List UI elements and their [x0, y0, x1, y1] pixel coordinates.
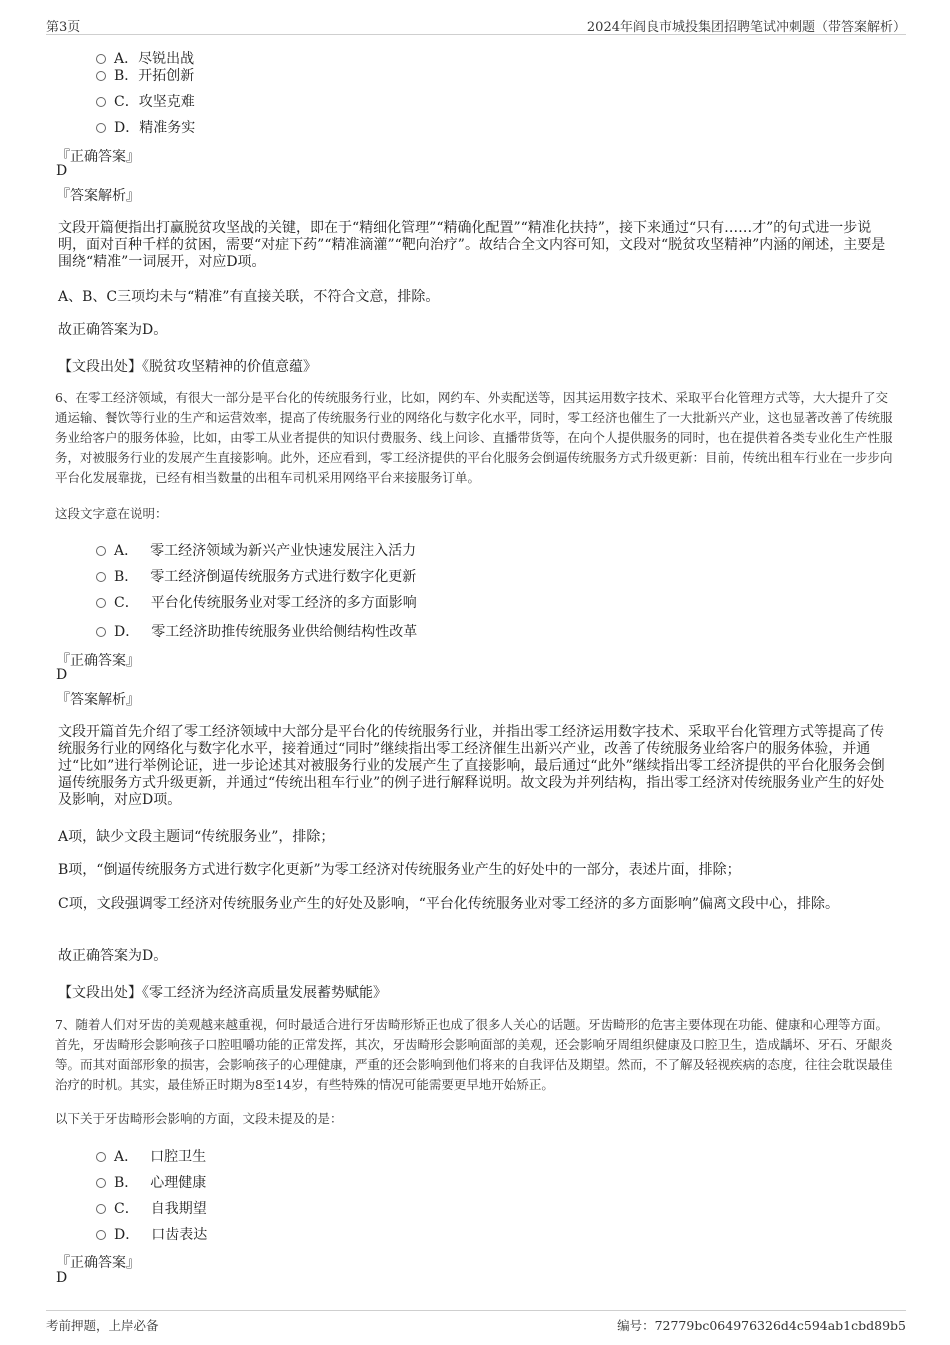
radio-icon[interactable]	[96, 1178, 106, 1188]
q7-option-a[interactable]: A． 口腔卫生	[96, 1146, 206, 1166]
q5-answer: D	[56, 163, 68, 179]
radio-icon[interactable]	[96, 546, 106, 556]
q6-question: 6、在零工经济领域，有很大一部分是平台化的传统服务行业，比如，网约车、外卖配送等，因其运用数字技术、采取平台化管理方式等，大大提升了交通运输、餐饮等行业的生产和运营效率，提高了传统服务行业的网络化与数字化水平，同时，零工经济也催生了一大批新兴产业，这也显著改善了传统服务业给客户的服务体验，比如，由零工从业者提供的知识付费服务、线上问诊、直播带货等，在向个人提供服务的同时，也在提供着各类专业化生产性服务，对被服务行业的发展产生直接影响。此外，还应看到，零工经济提供的平台化服务会倒逼传统服务方式升级更新：目前，传统出租车行业在一步步向平台化发展靠拢，已经有相当数量的出租车司机采用网络平台来接服务订单。	[55, 390, 893, 485]
q6-analysis-paragraph: 文段开篇首先介绍了零工经济领域中大部分是平台化的传统服务行业，并指出零工经济运用数字技术、采取平台化管理方式等提高了传统服务行业的网络化与数字化水平，接着通过“同时”继续指出零工经济催生出新兴产业，改善了传统服务业给客户的服务体验，并通过“比如”进行举例论证，进一步论述其对被服务行业的发展产生了直接影响，最后通过“此外”继续指出零工经济提供的平台化服务会倒逼传统服务方式升级更新，并通过“传统出租车行业”的例子进行解释说明。故文段为并列结构，指出零工经济对传统服务业产生的好处及影响，对应D项。	[58, 724, 885, 808]
radio-icon[interactable]	[96, 598, 106, 608]
q6-option-c[interactable]: C． 平台化传统服务业对零工经济的多方面影响	[96, 592, 417, 612]
q6-analysis-paragraph: A项，缺少文段主题词“传统服务业”，排除；	[58, 829, 335, 845]
radio-icon[interactable]	[96, 71, 106, 81]
radio-icon[interactable]	[96, 1152, 106, 1162]
radio-icon[interactable]	[96, 1230, 106, 1240]
q5-option-c[interactable]: C．攻坚克难	[96, 91, 195, 111]
q6-analysis-paragraph: C项，文段强调零工经济对传统服务业产生的好处及影响，“平台化传统服务业对零工经济的多方面影响”偏离文段中心，排除。	[58, 896, 840, 912]
page-header	[46, 14, 906, 35]
q5-answer-label: 『正确答案』	[56, 149, 140, 165]
document-id: 编号：72779bc064976326d4c594ab1cbd89b5	[617, 1318, 906, 1333]
q7-option-d[interactable]: D． 口齿表达	[96, 1224, 207, 1244]
q7-option-b[interactable]: B． 心理健康	[96, 1172, 206, 1192]
q5-analysis-paragraph: 文段开篇便指出打赢脱贫攻坚战的关键，即在于“精细化管理”“精确化配置”“精准化扶持”，接下来通过“只有……才”的句式进一步说明，面对百种千样的贫困，需要“对症下药”“精准滴灌”“靶向治疗”。故结合全文内容可知，文段对“脱贫攻坚精神”内涵的阐述，主要是围绕“精准”一词展开，对应D项。	[58, 220, 886, 270]
radio-icon[interactable]	[96, 1204, 106, 1214]
q5-source: 【文段出处】《脱贫攻坚精神的价值意蕴》	[58, 359, 317, 375]
q7-answer: D	[56, 1270, 68, 1286]
q6-source: 【文段出处】《零工经济为经济高质量发展蓄势赋能》	[58, 985, 387, 1001]
q7-prompt: 以下关于牙齿畸形会影响的方面，文段未提及的是：	[55, 1111, 343, 1126]
radio-icon[interactable]	[96, 54, 106, 64]
q6-option-a[interactable]: A． 零工经济领域为新兴产业快速发展注入活力	[96, 540, 416, 560]
q6-option-d[interactable]: D． 零工经济助推传统服务业供给侧结构性改革	[96, 621, 417, 641]
page-number: 第3页	[46, 20, 81, 35]
q6-prompt: 这段文字意在说明：	[55, 506, 168, 521]
q7-answer-label: 『正确答案』	[56, 1255, 140, 1271]
q6-analysis-paragraph: B项，“倒逼传统服务方式进行数字化更新”为零工经济对传统服务业产生的好处中的一部分，表述片面，排除；	[58, 862, 741, 878]
q6-answer-label: 『正确答案』	[56, 653, 140, 669]
q5-option-a[interactable]: A．尽锐出战	[96, 48, 194, 68]
radio-icon[interactable]	[96, 123, 106, 133]
q6-option-b[interactable]: B． 零工经济倒逼传统服务方式进行数字化更新	[96, 566, 416, 586]
q5-analysis-paragraph: A、B、C三项均未与“精准”有直接关联，不符合文意，排除。	[58, 289, 440, 305]
q6-analysis-label: 『答案解析』	[56, 692, 140, 708]
q6-conclusion: 故正确答案为D。	[58, 948, 168, 964]
q7-option-c[interactable]: C． 自我期望	[96, 1198, 207, 1218]
q7-question: 7、随着人们对牙齿的美观越来越重视，何时最适合进行牙齿畸形矫正也成了很多人关心的话题。牙齿畸形的危害主要体现在功能、健康和心理等方面。首先，牙齿畸形会影响孩子口腔咀嚼功能的正常发挥，其次，牙齿畸形会影响面部的美观，还会影响牙周组织健康及口腔卫生，造成龋坏、牙石、牙龈炎等。而其对面部形象的损害，会影响孩子的心理健康，严重的还会影响到他们将来的自我评估及期望。然而，不了解及轻视疾病的态度，往往会耽误最佳治疗的时机。其实，最佳矫正时期为8至14岁，有些特殊的情况可能需要更早地开始矫正。	[55, 1017, 893, 1092]
radio-icon[interactable]	[96, 572, 106, 582]
q5-conclusion: 故正确答案为D。	[58, 322, 168, 338]
document-title: 2024年阎良市城投集团招聘笔试冲刺题（带答案解析）	[586, 20, 906, 35]
q5-option-d[interactable]: D．精准务实	[96, 117, 195, 137]
q6-answer: D	[56, 667, 68, 683]
page-footer	[46, 1310, 906, 1335]
radio-icon[interactable]	[96, 627, 106, 637]
q5-option-b[interactable]: B．开拓创新	[96, 65, 194, 85]
q5-analysis-label: 『答案解析』	[56, 188, 140, 204]
radio-icon[interactable]	[96, 97, 106, 107]
footer-slogan: 考前押题，上岸必备	[46, 1318, 159, 1333]
